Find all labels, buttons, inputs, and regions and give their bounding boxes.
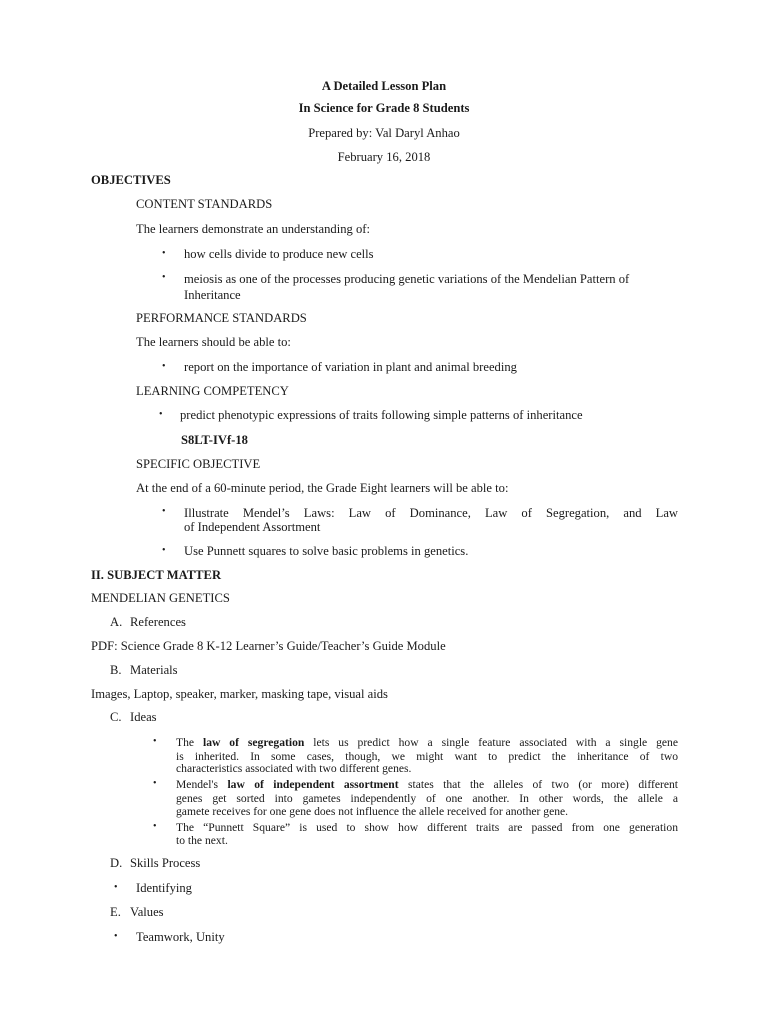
content-standard-item-2: meiosis as one of the processes producing genetic variations of the Mendelian Pattern of bbox=[184, 272, 630, 286]
bullet-icon: • bbox=[162, 506, 166, 517]
learning-competency-item-1: predict phenotypic expressions of traits following simple patterns of inheritance bbox=[180, 408, 583, 422]
idea-2-line-1: Mendel's law of independent assortment states that the alleles of two (or more) different bbox=[176, 778, 679, 791]
bullet-icon: • bbox=[153, 736, 157, 747]
specific-objective-item-1: Illustrate Mendel’s Laws: Law of Dominance, Law of Segregation, and Law bbox=[184, 506, 678, 520]
bullet-icon: • bbox=[162, 545, 166, 556]
content-standards-intro: The learners demonstrate an understanding of: bbox=[136, 222, 370, 236]
bullet-icon: • bbox=[162, 361, 166, 372]
performance-standards-heading: PERFORMANCE STANDARDS bbox=[136, 311, 307, 325]
specific-objective-item-1-cont: of Independent Assortment bbox=[184, 520, 321, 534]
skills-process-item: Identifying bbox=[136, 881, 192, 895]
content-standard-item-1: how cells divide to produce new cells bbox=[184, 247, 374, 261]
bullet-icon: • bbox=[159, 409, 163, 420]
specific-objective-item-2: Use Punnett squares to solve basic problems in genetics. bbox=[184, 544, 469, 558]
materials-title: Materials bbox=[130, 663, 178, 677]
section-e-label: E. bbox=[110, 905, 121, 919]
idea-1-line-2: is inherited. In some cases, though, we might want to predict the inheritance of two bbox=[176, 750, 678, 763]
bullet-icon: • bbox=[114, 882, 118, 893]
performance-standards-intro: The learners should be able to: bbox=[136, 335, 291, 349]
idea-2-line-3: gamete receives for one gene does not influence the allele received for another gene. bbox=[176, 805, 569, 818]
values-title: Values bbox=[130, 905, 164, 919]
competency-code: S8LT-IVf-18 bbox=[181, 433, 248, 447]
ideas-title: Ideas bbox=[130, 710, 157, 724]
section-d-label: D. bbox=[110, 856, 123, 870]
learning-competency-heading: LEARNING COMPETENCY bbox=[136, 384, 289, 398]
subject-matter-heading: II. SUBJECT MATTER bbox=[91, 568, 222, 582]
lesson-plan-title: A Detailed Lesson Plan bbox=[321, 79, 447, 93]
references-title: References bbox=[130, 615, 186, 629]
section-c-label: C. bbox=[110, 710, 122, 724]
specific-objective-heading: SPECIFIC OBJECTIVE bbox=[136, 457, 261, 471]
performance-standard-item-1: report on the importance of variation in plant and animal breeding bbox=[184, 360, 517, 374]
idea-1-line-1: The law of segregation lets us predict how a single feature associated with a single gene bbox=[176, 736, 678, 749]
date: February 16, 2018 bbox=[337, 150, 431, 164]
idea-2-line-2: genes get sorted into gametes independently of one another. In other words, the allele a bbox=[176, 792, 678, 805]
materials-text: Images, Laptop, speaker, marker, masking tape, visual aids bbox=[91, 687, 388, 701]
subject-topic: MENDELIAN GENETICS bbox=[91, 591, 230, 605]
bullet-icon: • bbox=[153, 821, 157, 832]
bullet-icon: • bbox=[162, 248, 166, 259]
bullet-icon: • bbox=[162, 272, 166, 283]
content-standard-item-2-cont: Inheritance bbox=[184, 288, 241, 302]
section-a-label: A. bbox=[110, 615, 123, 629]
section-b-label: B. bbox=[110, 663, 122, 677]
lesson-plan-subtitle: In Science for Grade 8 Students bbox=[298, 101, 470, 115]
idea-1-line-3: characteristics associated with two different genes. bbox=[176, 762, 412, 775]
content-standards-heading: CONTENT STANDARDS bbox=[136, 197, 273, 211]
objectives-heading: OBJECTIVES bbox=[91, 173, 171, 187]
values-item: Teamwork, Unity bbox=[136, 930, 225, 944]
prepared-by: Prepared by: Val Daryl Anhao bbox=[308, 126, 460, 140]
idea-3-line-2: to the next. bbox=[176, 834, 228, 847]
idea-3-line-1: The “Punnett Square” is used to show how different traits are passed from one generation bbox=[176, 821, 678, 834]
references-text: PDF: Science Grade 8 K-12 Learner’s Guide/Teacher’s Guide Module bbox=[91, 639, 446, 653]
bullet-icon: • bbox=[114, 931, 118, 942]
bullet-icon: • bbox=[153, 778, 157, 789]
skills-process-title: Skills Process bbox=[130, 856, 201, 870]
specific-objective-intro: At the end of a 60-minute period, the Grade Eight learners will be able to: bbox=[136, 481, 509, 495]
